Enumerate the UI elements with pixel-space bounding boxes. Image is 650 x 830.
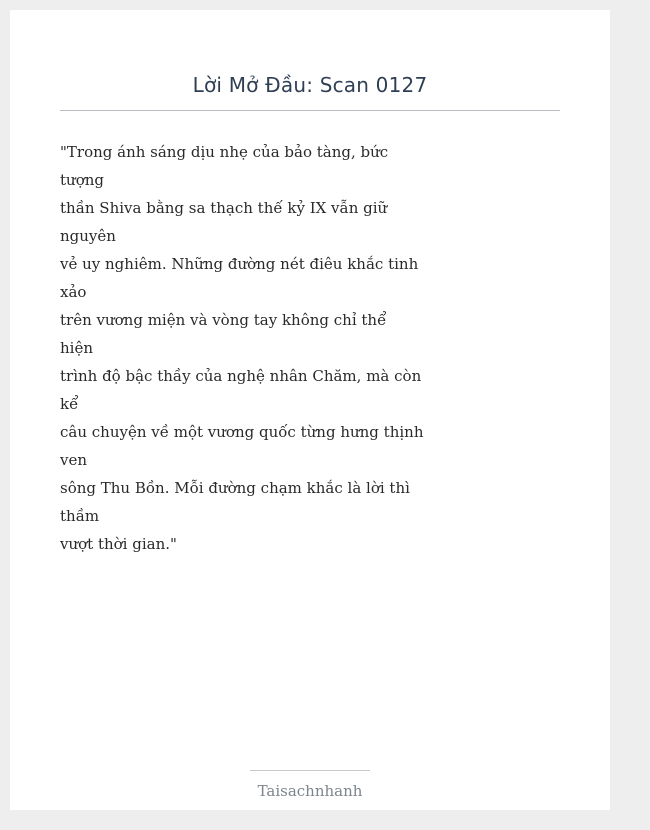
- body-line: câu chuyện về một vương quốc từng hưng thịnh: [60, 423, 424, 441]
- body-line: thầm: [60, 507, 100, 525]
- body-line: thần Shiva bằng sa thạch thế kỷ IX vẫn giữ: [60, 199, 388, 217]
- document-page: [10, 10, 610, 810]
- body-line: vẻ uy nghiêm. Những đường nét điêu khắc tinh: [60, 255, 419, 273]
- body-line: sông Thu Bồn. Mỗi đường chạm khắc là lời thì: [60, 479, 410, 497]
- body-line: xảo: [60, 283, 87, 301]
- footer-watermark: Taisachnhanh: [257, 782, 363, 800]
- body-line: trên vương miện và vòng tay không chỉ thể: [60, 311, 387, 329]
- body-line: tượng: [60, 171, 104, 189]
- body-line: trình độ bậc thầy của nghệ nhân Chăm, mà còn: [60, 367, 422, 385]
- body-line: kể: [60, 395, 79, 413]
- footer-divider: [250, 770, 370, 771]
- body-line: nguyên: [60, 227, 116, 245]
- title-divider: [60, 110, 560, 111]
- body-paragraph: [60, 138, 424, 558]
- body-line: "Trong ánh sáng dịu nhẹ của bảo tàng, bức: [60, 143, 389, 161]
- page-title: Lời Mở Đầu: Scan 0127: [192, 73, 428, 97]
- body-line: vượt thời gian.": [60, 535, 177, 553]
- body-line: hiện: [60, 339, 93, 357]
- body-line: ven: [60, 451, 88, 469]
